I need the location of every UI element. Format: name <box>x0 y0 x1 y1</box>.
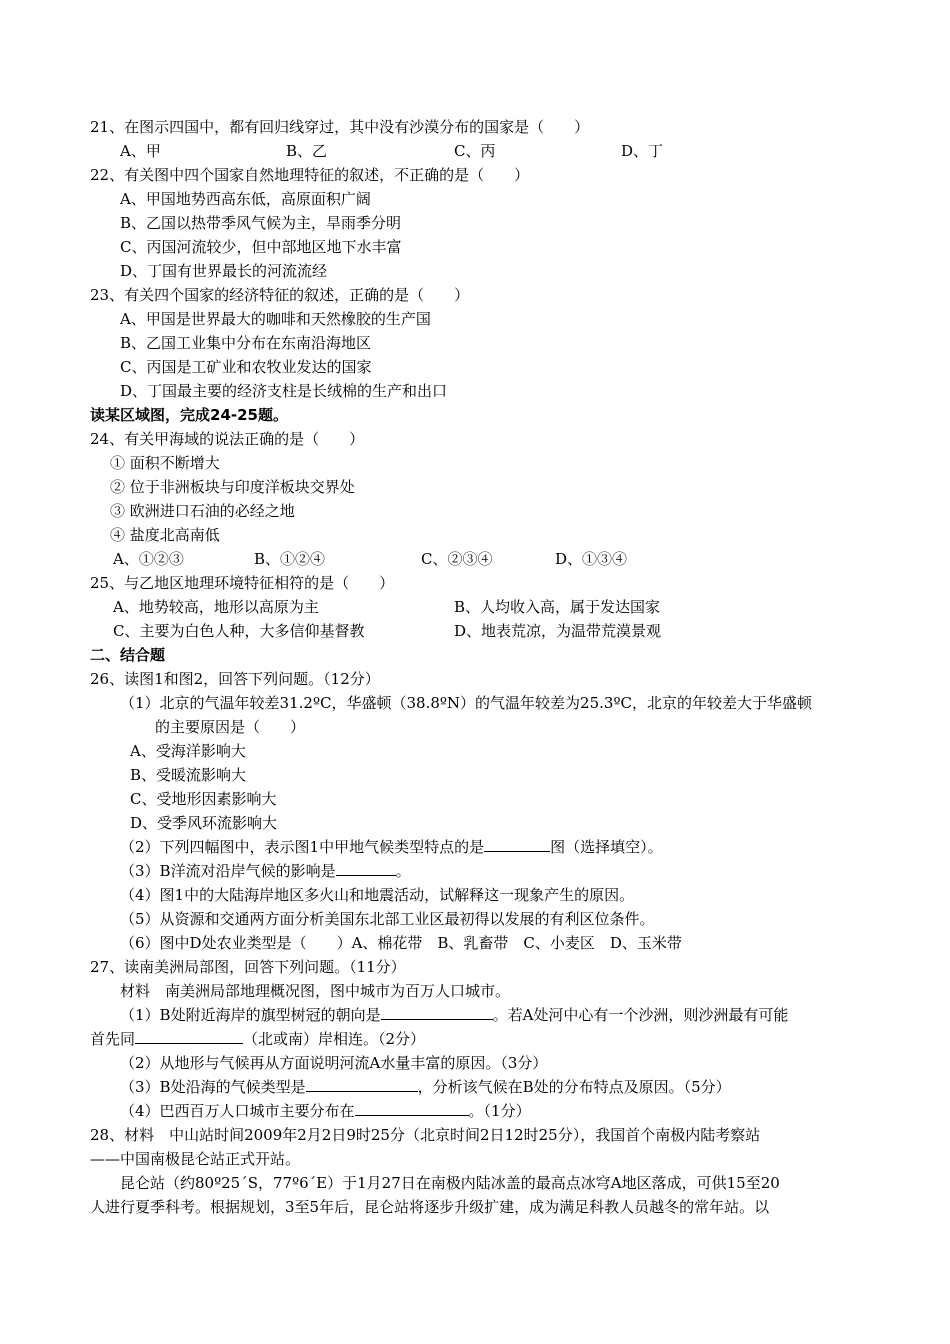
q26-stem: 26、读图1和图2，回答下列问题。（12分） <box>90 670 380 688</box>
q28-line1: 28、材料 中山站时间2009年2月2日9时25分（北京时间2日12时25分），我国首个南极内陆考察站 <box>90 1126 761 1144</box>
q24-option-c: C、②③④ <box>421 550 493 568</box>
q27-part2: （2）从地形与气候再从方面说明河流A水量丰富的原因。（3分） <box>120 1054 548 1072</box>
q27-part1-line1 <box>120 1005 788 1025</box>
q21-option-c: C、丙 <box>454 142 496 160</box>
q27-part1-line2 <box>90 1029 425 1049</box>
q27-part1-answer-blank-2[interactable] <box>135 1029 243 1044</box>
q22-option-d: D、丁国有世界最长的河流流经 <box>120 262 328 280</box>
q26-part3-text-b: 。 <box>395 862 411 880</box>
q26-part6: （6）图中D处农业类型是（ ）A、棉花带 B、乳畜带 C、小麦区 D、玉米带 <box>120 934 682 952</box>
q27-part3-answer-blank[interactable] <box>306 1077 418 1092</box>
q26-part1-option-b: B、受暖流影响大 <box>130 766 247 784</box>
q24-option-d: D、①③④ <box>555 550 628 568</box>
q26-part2-answer-blank[interactable] <box>484 837 550 852</box>
q23-option-a: A、甲国是世界最大的咖啡和天然橡胶的生产国 <box>120 310 431 328</box>
q21-option-a: A、甲 <box>120 142 161 160</box>
q22-option-a: A、甲国地势西高东低，高原面积广阔 <box>120 190 371 208</box>
q24-item-1: ① 面积不断增大 <box>110 454 220 472</box>
q27-part4 <box>120 1101 531 1121</box>
q27-part1-text-c: 首先同 <box>90 1030 136 1048</box>
q24-item-2: ② 位于非洲板块与印度洋板块交界处 <box>110 478 355 496</box>
q27-part4-text-a: （4）巴西百万人口城市主要分布在 <box>120 1102 355 1120</box>
q27-material: 材料 南美洲局部地理概况图，图中城市为百万人口城市。 <box>120 982 511 1000</box>
section-read-heading: 读某区域图，完成24-25题。 <box>90 406 288 424</box>
q27-part4-text-b: 。（1分） <box>468 1102 531 1120</box>
q28-line4: 人进行夏季科考。根据规划，3至5年后，昆仑站将逐步升级扩建，成为满足科教人员越冬的常年站。以 <box>90 1198 770 1216</box>
q27-part1-text-a: （1）B处附近海岸的旗型树冠的朝向是 <box>120 1006 381 1024</box>
q27-stem: 27、读南美洲局部图，回答下列问题。（11分） <box>90 958 406 976</box>
q23-option-d: D、丁国最主要的经济支柱是长绒棉的生产和出口 <box>120 382 448 400</box>
section-2-heading: 二、结合题 <box>90 646 166 664</box>
q24-item-4: ④ 盐度北高南低 <box>110 526 220 544</box>
q22-option-c: C、丙国河流较少，但中部地区地下水丰富 <box>120 238 402 256</box>
q26-part2-text-b: 图（选择填空）。 <box>550 838 663 856</box>
q26-part5: （5）从资源和交通两方面分析美国东北部工业区最初得以发展的有利区位条件。 <box>120 910 655 928</box>
q27-part3-text-a: （3）B处沿海的气候类型是 <box>120 1078 306 1096</box>
q24-item-3: ③ 欧洲进口石油的必经之地 <box>110 502 295 520</box>
q23-stem: 23、有关四个国家的经济特征的叙述，正确的是（ ） <box>90 286 470 304</box>
q26-part1-option-c: C、受地形因素影响大 <box>130 790 277 808</box>
q27-part3-text-b: ，分析该气候在B处的分布特点及原因。（5分） <box>417 1078 731 1096</box>
q23-option-b: B、乙国工业集中分布在东南沿海地区 <box>120 334 372 352</box>
q28-line2: ——中国南极昆仑站正式开站。 <box>90 1150 301 1168</box>
q26-part1-option-d: D、受季风环流影响大 <box>130 814 278 832</box>
q28-line3: 昆仑站（约80º25´S，77º6´E）于1月27日在南极内陆冰盖的最高点冰穹A地区落成，可供15至20 <box>120 1174 780 1192</box>
q25-option-a: A、地势较高，地形以高原为主 <box>113 598 319 616</box>
q26-part1-line2: 的主要原因是（ ） <box>155 718 306 736</box>
q26-part1-option-a: A、受海洋影响大 <box>130 742 246 760</box>
q25-option-c: C、主要为白色人种，大多信仰基督教 <box>113 622 365 640</box>
q27-part3 <box>120 1077 731 1097</box>
q26-part3-text-a: （3）B洋流对沿岸气候的影响是 <box>120 862 336 880</box>
q26-part3-answer-blank[interactable] <box>336 861 396 876</box>
q23-option-c: C、丙国是工矿业和农牧业发达的国家 <box>120 358 372 376</box>
q21-option-b: B、乙 <box>286 142 328 160</box>
q22-stem: 22、有关图中四个国家自然地理特征的叙述，不正确的是（ ） <box>90 166 530 184</box>
q21-stem: 21、在图示四国中，都有回归线穿过，其中没有沙漠分布的国家是（ ） <box>90 118 590 136</box>
q24-option-b: B、①②④ <box>254 550 326 568</box>
q24-option-a: A、①②③ <box>113 550 184 568</box>
q25-option-d: D、地表荒凉，为温带荒漠景观 <box>454 622 662 640</box>
q26-part1-line1: （1）北京的气温年较差31.2ºC，华盛顿（38.8ºN）的气温年较差为25.3ºC，北京的年较差大于华盛顿 <box>120 694 812 712</box>
q27-part1-text-d: （北或南）岸相连。（2分） <box>243 1030 426 1048</box>
q27-part4-answer-blank[interactable] <box>355 1101 469 1116</box>
q26-part2-text-a: （2）下列四幅图中，表示图1中甲地气候类型特点的是 <box>120 838 485 856</box>
q27-part1-answer-blank-1[interactable] <box>381 1005 493 1020</box>
q24-stem: 24、有关甲海域的说法正确的是（ ） <box>90 430 365 448</box>
q26-part4: （4）图1中的大陆海岸地区多火山和地震活动，试解释这一现象产生的原因。 <box>120 886 635 904</box>
q22-option-b: B、乙国以热带季风气候为主，旱雨季分明 <box>120 214 402 232</box>
q26-part2 <box>120 837 663 857</box>
q25-stem: 25、与乙地区地理环境特征相符的是（ ） <box>90 574 395 592</box>
q27-part1-text-b: 。若A处河中心有一个沙洲，则沙洲最有可能 <box>492 1006 789 1024</box>
q25-option-b: B、人均收入高，属于发达国家 <box>454 598 661 616</box>
q26-part3 <box>120 861 411 881</box>
q21-option-d: D、丁 <box>621 142 664 160</box>
